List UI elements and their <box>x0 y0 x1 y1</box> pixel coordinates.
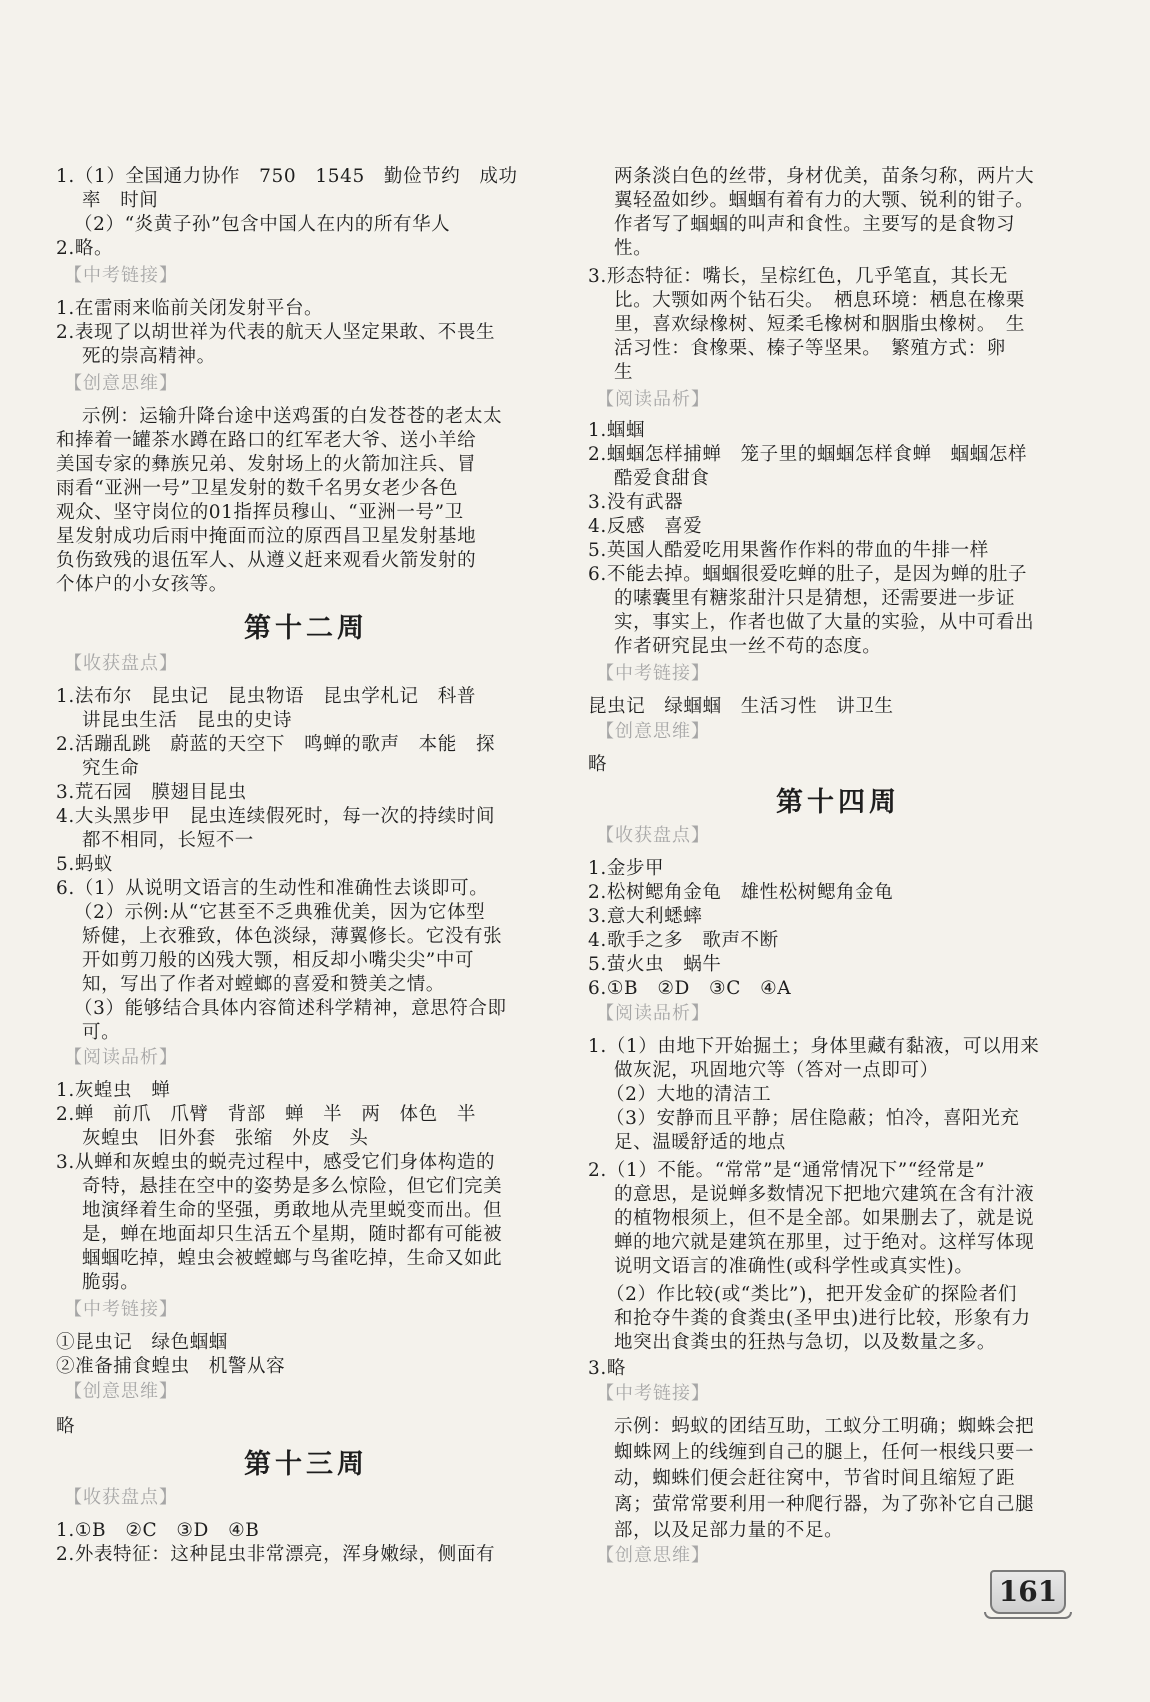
text-line: 两条淡白色的丝带，身材优美，苗条匀称，两片大 <box>614 166 1035 187</box>
section-label: 【 阅读品析 】 <box>596 1002 710 1026</box>
text-line: 的嗉囊里有糖浆甜汁只是猜想，还需要进一步证 <box>614 588 1016 609</box>
text-line: 1.灰蝗虫 蝉 <box>56 1080 171 1101</box>
text-line: 动，蜘蛛们便会赶往窝中，节省时间且缩短了距 <box>614 1468 1016 1489</box>
text-line: （3）安静而且平静；居住隐蔽；怕冷，喜阳光充 <box>606 1108 1020 1129</box>
text-line: 酷爱食甜食 <box>614 468 710 489</box>
text-line: 6.①B ②D ③C ④A <box>588 978 792 999</box>
text-line: 1.法布尔 昆虫记 昆虫物语 昆虫学札记 科普 <box>56 686 476 707</box>
text-line: 活习性：食橡栗、榛子等坚果。 繁殖方式：卵 <box>614 338 1006 359</box>
text-line: 略 <box>56 1416 76 1437</box>
text-line: 星发射成功后雨中掩面而泣的原西昌卫星发射基地 <box>56 526 477 547</box>
section-label: 【 创意思维 】 <box>596 720 710 744</box>
text-line: 奇特，悬挂在空中的姿势是多么惊险，但它们完美 <box>82 1176 503 1197</box>
text-line: 5.英国人酷爱吃用果酱作作料的带血的牛排一样 <box>588 540 989 561</box>
text-line: 雨看“亚洲一号”卫星发射的数千名男女老少各色 <box>56 478 459 499</box>
text-line: 究生命 <box>82 758 140 779</box>
section-label: 【 阅读品析 】 <box>596 388 710 412</box>
text-line: （2）作比较(或“类比”)，把开发金矿的探险者们 <box>606 1284 1018 1305</box>
text-line: （2）“炎黄子孙”包含中国人在内的所有华人 <box>74 214 451 235</box>
section-label: 【 收获盘点 】 <box>64 652 178 676</box>
text-line: 示例：蚂蚁的团结互助，工蚁分工明确；蜘蛛会把 <box>614 1416 1035 1437</box>
text-line: 6.不能去掉。蝈蝈很爱吃蝉的肚子，是因为蝉的肚子 <box>588 564 1028 585</box>
text-line: ②准备捕食蝗虫 机警从容 <box>56 1356 286 1377</box>
week-heading: 第十四周 <box>776 787 900 818</box>
text-line: （2）大地的清洁工 <box>606 1084 772 1105</box>
text-line: 3.形态特征：嘴长，呈棕红色，几乎笔直，其长无 <box>588 266 1008 287</box>
text-line: 率 时间 <box>82 190 159 211</box>
section-label: 【 创意思维 】 <box>64 372 178 396</box>
text-line: 讲昆虫生活 昆虫的史诗 <box>82 710 293 731</box>
text-line: （2）示例:从“它甚至不乏典雅优美，因为它体型 <box>74 902 486 923</box>
text-line: 2.松树鳃角金龟 雄性松树鳃角金龟 <box>588 882 894 903</box>
text-line: 美国专家的彝族兄弟、发射场上的火箭加注兵、冒 <box>56 454 477 475</box>
section-label: 【 收获盘点 】 <box>596 824 710 848</box>
text-line: 地突出食粪虫的狂热与急切，以及数量之多。 <box>614 1332 997 1353</box>
text-line: 脆弱。 <box>82 1272 140 1293</box>
text-line: 略 <box>588 754 608 775</box>
text-line: 里，喜欢绿橡树、短柔毛橡树和胭脂虫橡树。 生 <box>614 314 1025 335</box>
text-line: 1.金步甲 <box>588 858 665 879</box>
text-line: 蝈蝈吃掉，蝗虫会被螳螂与鸟雀吃掉，生命又如此 <box>82 1248 503 1269</box>
text-line: 4.反感 喜爱 <box>588 516 703 537</box>
section-label: 【 创意思维 】 <box>596 1544 710 1568</box>
text-line: 负伤致残的退伍军人、从遵义赶来观看火箭发射的 <box>56 550 477 571</box>
text-line: 灰蝗虫 旧外套 张缩 外皮 头 <box>82 1128 369 1149</box>
text-line: 1.①B ②C ③D ④B <box>56 1520 260 1541</box>
text-line: 3.荒石园 膜翅目昆虫 <box>56 782 247 803</box>
text-line: 作者研究昆虫一丝不苟的态度。 <box>614 636 882 657</box>
section-label: 【 中考链接 】 <box>64 264 178 288</box>
text-line: 矫健，上衣雅致，体色淡绿，薄翼修长。它没有张 <box>82 926 503 947</box>
text-line: 3.没有武器 <box>588 492 684 513</box>
text-line: 的植物根须上，但不是全部。如果删去了，就是说 <box>614 1208 1035 1229</box>
section-label: 【 阅读品析 】 <box>64 1046 178 1070</box>
text-line: 都不相同，长短不一 <box>82 830 254 851</box>
text-line: 个体户的小女孩等。 <box>56 574 228 595</box>
text-line: （3）能够结合具体内容简述科学精神，意思符合即 <box>74 998 507 1019</box>
text-line: 2.（1）不能。“常常”是“通常情况下”“经常是” <box>588 1160 986 1181</box>
text-line: 4.歌手之多 歌声不断 <box>588 930 779 951</box>
text-line: 可。 <box>82 1022 121 1043</box>
week-heading: 第十二周 <box>244 613 368 644</box>
section-label: 【 中考链接 】 <box>596 662 710 686</box>
text-line: 2.表现了以胡世祥为代表的航天人坚定果敢、不畏生 <box>56 322 496 343</box>
text-line: 2.蝉 前爪 爪臂 背部 蝉 半 两 体色 半 <box>56 1104 476 1125</box>
section-label: 【 中考链接 】 <box>64 1298 178 1322</box>
text-line: 性。 <box>614 238 653 259</box>
text-line: 足、温暖舒适的地点 <box>614 1132 786 1153</box>
text-line: 和捧着一罐茶水蹲在路口的红军老大爷、送小羊给 <box>56 430 477 451</box>
text-line: 昆虫记 绿蝈蝈 生活习性 讲卫生 <box>588 696 894 717</box>
text-line: 2.蝈蝈怎样捕蝉 笼子里的蝈蝈怎样食蝉 蝈蝈怎样 <box>588 444 1028 465</box>
text-line: 死的崇高精神。 <box>82 346 216 367</box>
text-line: 翼轻盈如纱。蝈蝈有着有力的大颚、锐利的钳子。 <box>614 190 1035 211</box>
text-line: 1.（1）由地下开始掘土；身体里藏有黏液，可以用来 <box>588 1036 1040 1057</box>
text-line: ①昆虫记 绿色蝈蝈 <box>56 1332 228 1353</box>
text-line: 示例：运输升降台途中送鸡蛋的白发苍苍的老太太 <box>82 406 503 427</box>
text-line: 比。大颚如两个钻石尖。 栖息环境：栖息在橡栗 <box>614 290 1025 311</box>
text-line: 部，以及足部力量的不足。 <box>614 1520 844 1541</box>
text-line: 蜘蛛网上的线缠到自己的腿上，任何一根线只要一 <box>614 1442 1035 1463</box>
text-line: 4.大头黑步甲 昆虫连续假死时，每一次的持续时间 <box>56 806 496 827</box>
text-line: 5.萤火虫 蜗牛 <box>588 954 722 975</box>
text-line: 6.（1）从说明文语言的生动性和准确性去谈即可。 <box>56 878 489 899</box>
text-line: 知，写出了作者对螳螂的喜爱和赞美之情。 <box>82 974 445 995</box>
text-line: 1.在雷雨来临前关闭发射平台。 <box>56 298 324 319</box>
text-line: 3.意大利蟋蟀 <box>588 906 703 927</box>
text-line: 开如剪刀般的凶残大颚，相反却小嘴尖尖”中可 <box>82 950 475 971</box>
text-line: 1.蝈蝈 <box>588 420 646 441</box>
text-line: 实，事实上，作者也做了大量的实验，从中可看出 <box>614 612 1035 633</box>
week-heading: 第十三周 <box>244 1449 368 1480</box>
text-line: 观众、坚守岗位的01指挥员穆山、“亚洲一号”卫 <box>56 502 464 523</box>
text-line: 做灰泥，巩固地穴等（答对一点即可） <box>614 1060 939 1081</box>
text-line: 作者写了蝈蝈的叫声和食性。主要写的是食物习 <box>614 214 1016 235</box>
text-line: 2.外表特征：这种昆虫非常漂亮，浑身嫩绿，侧面有 <box>56 1544 496 1565</box>
text-line: 地演绎着生命的坚强，勇敢地从壳里蜕变而出。但 <box>82 1200 503 1221</box>
text-line: 3.从蝉和灰蝗虫的蜕壳过程中，感受它们身体构造的 <box>56 1152 496 1173</box>
text-line: 和抢夺牛粪的食粪虫(圣甲虫)进行比较，形象有力 <box>614 1308 1031 1329</box>
text-line: 5.蚂蚁 <box>56 854 114 875</box>
section-label: 【 收获盘点 】 <box>64 1486 178 1510</box>
section-label: 【 创意思维 】 <box>64 1380 178 1404</box>
section-label: 【 中考链接 】 <box>596 1382 710 1406</box>
text-line: 离；萤常常要利用一种爬行器，为了弥补它自己腿 <box>614 1494 1035 1515</box>
text-line: 是，蝉在地面却只生活五个星期，随时都有可能被 <box>82 1224 503 1245</box>
text-line: 蝉的地穴就是建筑在那里，过于绝对。这样写体现 <box>614 1232 1035 1253</box>
page-number: 161 <box>990 1570 1066 1614</box>
text-line: 2.活蹦乱跳 蔚蓝的天空下 鸣蝉的歌声 本能 探 <box>56 734 496 755</box>
text-line: 3.略 <box>588 1358 626 1379</box>
text-line: 的意思，是说蝉多数情况下把地穴建筑在含有汁液 <box>614 1184 1035 1205</box>
text-line: 生 <box>614 362 634 383</box>
text-line: 1.（1）全国通力协作 750 1545 勤俭节约 成功 <box>56 166 518 187</box>
text-line: 2.略。 <box>56 238 114 259</box>
text-line: 说明文语言的准确性(或科学性或真实性)。 <box>614 1256 974 1277</box>
